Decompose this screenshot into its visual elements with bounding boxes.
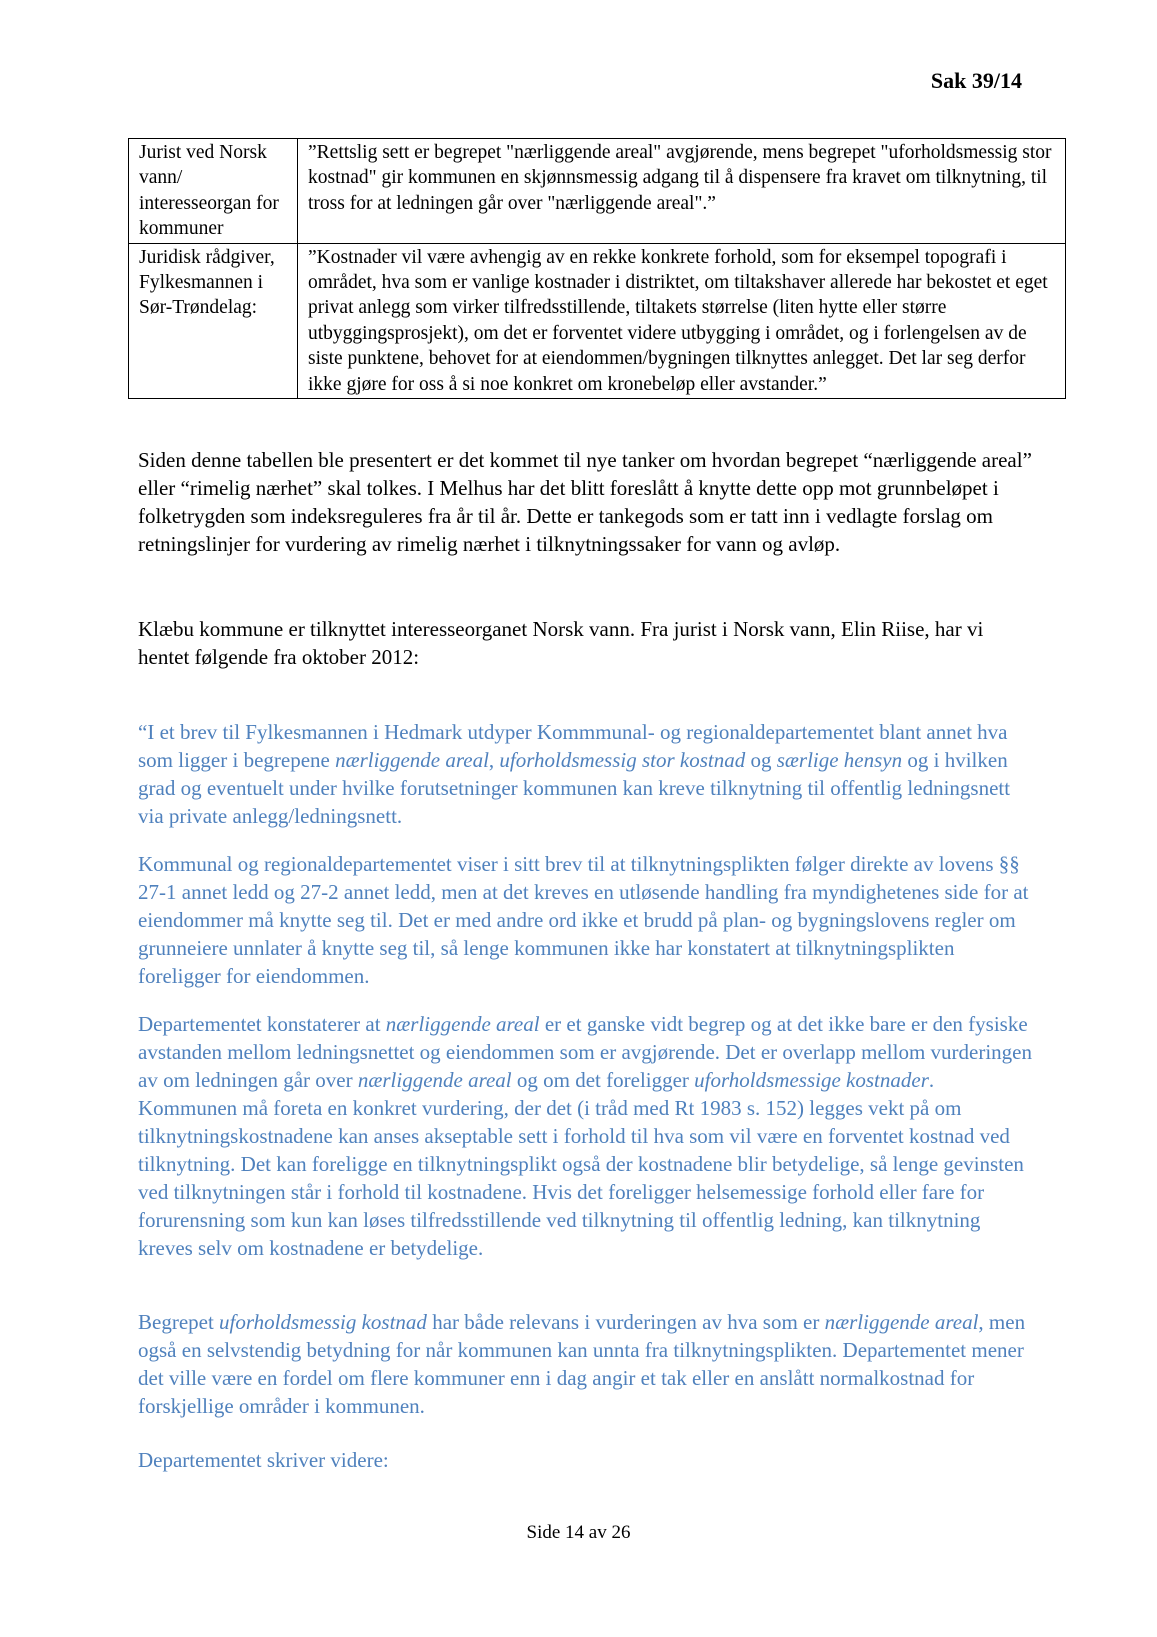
paragraph-text: Kommunal og regionaldepartementet viser i sitt brev til at tilknytningsplikten følger direkte av lovens §§ 27-1 annet ledd og 27-2 annet ledd, men at det kreves en utløsende handling fra myndighetenes side for at eiendommer må knytte seg til. Det er med andre ord ikke et brudd på plan- og bygningslovens regler om grunneiere unnlater å knytte seg til, så lenge kommunen ikke har konstatert at tilknytningsplikten foreligger for eiendommen. [138, 852, 1029, 988]
text-run: og i hvilken grad og eventuelt under hvilke forutsetninger kommunen kan kreve tilknytning til offentlig ledningsnett via private anlegg/ledningsnett. [138, 748, 1011, 828]
quote-cell: ”Kostnader vil være avhengig av en rekke konkrete forhold, som for eksempel topografi i området, hva som er vanlige kostnader i distriktet, om tiltakshaver allerede har bekostet et eget privat anlegg som virker tilfredsstillende, tiltakets størrelse (liten hytte eller større utbyggingsprosjekt), om det er forventet videre utbygging i området, og i forlengelsen av de siste punktene, behovet for at eiendommen/bygningen tilknyttes anlegget. Det lar seg derfor ikke gjøre for oss å si noe konkret om kronebeløp eller avstander.” [298, 243, 1066, 398]
source-cell: Jurist ved Norsk vann/ interesseorgan for kommuner [129, 139, 298, 244]
italic-term: uforholdsmessige kostnader [694, 1068, 929, 1092]
quote-paragraph-4 [138, 1308, 1033, 1420]
quote-paragraph-2 [138, 850, 1033, 990]
paragraph-text: Departementet skriver videre: [138, 1448, 389, 1472]
paragraph-text [138, 1308, 1033, 1420]
statements-table [128, 138, 1066, 399]
source-cell: Juridisk rådgiver, Fylkesmannen i Sør-Trøndelag: [129, 243, 298, 398]
table-row [129, 139, 1066, 244]
italic-term: uforholdsmessig stor kostnad [499, 748, 746, 772]
text-run: Departementet konstaterer at [138, 1012, 386, 1036]
paragraph-text [138, 718, 1033, 830]
page-number-footer: Side 14 av 26 [526, 1522, 631, 1543]
italic-term: nærliggende areal [824, 1310, 979, 1334]
text-run: , men også en selvstendig betydning for når kommunen kan unnta fra tilknytningsplikten. Departementet mener det ville være en fordel om flere kommuner enn i dag angir et tak eller en anslått normalkostnad for forskjellige områder i kommunen. [138, 1310, 1026, 1418]
case-number-header: Sak 39/14 [930, 68, 1022, 93]
italic-term: uforholdsmessig kostnad [219, 1310, 427, 1334]
italic-term: nærliggende areal [335, 748, 489, 772]
paragraph-new-thoughts [138, 446, 1033, 558]
paragraph-text [138, 1010, 1033, 1262]
paragraph-norsk-vann [138, 615, 1033, 671]
text-run: . Kommunen må foreta en konkret vurdering, der det (i tråd med Rt 1983 s. 152) legges vekt på om tilknytningskostnadene kan anses akseptable sett i forhold til hva som vil være en forventet kostnad ved tilknytning. Det kan foreligge en tilknytningsplikt også der kostnadene blir betydelige, så lenge gevinsten ved tilknytningen står i forhold til kostnadene. Hvis det foreligger helsemessige forhold eller fare for forurensning som kun kan løses tilfredsstillende ved tilknytning til offentlig ledning, kan tilknytning kreves selv om kostnadene er betydelige. [138, 1068, 1024, 1260]
text-run: “I et brev til Fylkesmannen i Hedmark utdyper Kommmunal- og regionaldepartementet blant annet hva som ligger i begrepene [138, 720, 1008, 772]
paragraph-text: Siden denne tabellen ble presentert er det kommet til nye tanker om hvordan begrepet “nærliggende areal” eller “rimelig nærhet” skal tolkes. I Melhus har det blitt foreslått å knytte dette opp mot grunnbeløpet i folketrygden som indeksreguleres fra år til år. Dette er tankegods som er tatt inn i vedlagte forslag om retningslinjer for vurdering av rimelig nærhet i tilknytningssaker for vann og avløp. [138, 448, 1032, 556]
text-run: er et ganske vidt begrep og at det ikke bare er den fysiske avstanden mellom ledningsnettet og eiendommen som er avgjørende. Det er overlapp mellom vurderingen av om ledningen går over [138, 1012, 1032, 1092]
text-run: og om det foreligger [511, 1068, 695, 1092]
text-run: , [488, 748, 500, 772]
italic-term: nærliggende areal [357, 1068, 512, 1092]
italic-term: nærliggende areal [385, 1012, 540, 1036]
italic-term: særlige hensyn [776, 748, 903, 772]
paragraph-text: Klæbu kommune er tilknyttet interesseorganet Norsk vann. Fra jurist i Norsk vann, Elin Riise, har vi hentet følgende fra oktober 2012: [138, 617, 984, 669]
text-run: har både relevans i vurderingen av hva som er [426, 1310, 825, 1334]
quote-paragraph-5 [138, 1446, 1033, 1474]
quote-cell: ”Rettslig sett er begrepet "nærliggende areal" avgjørende, mens begrepet "uforholdsmessig stor kostnad" gir kommunen en skjønnsmessig adgang til å dispensere fra kravet om tilknytning, til tross for at ledningen går over "nærliggende areal".” [298, 139, 1066, 244]
text-run: og [745, 748, 777, 772]
quote-paragraph-1 [138, 718, 1033, 830]
table-row [129, 243, 1066, 398]
text-run: Begrepet [138, 1310, 220, 1334]
quote-paragraph-3 [138, 1010, 1033, 1262]
